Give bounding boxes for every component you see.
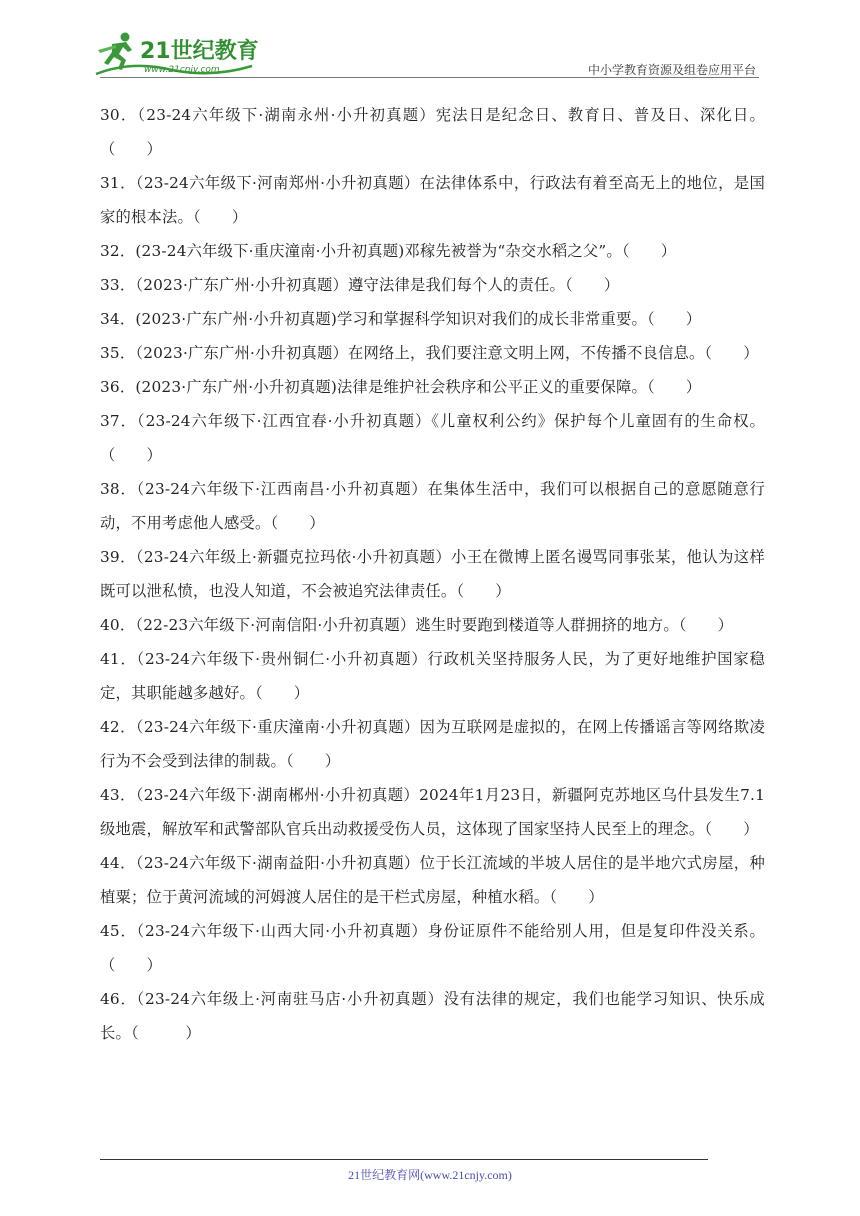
runner-icon: [98, 33, 132, 71]
question-35: 35．（2023·广东广州·小升初真题）在网络上，我们要注意文明上网，不传播不良信息。（ ）: [100, 344, 759, 362]
page-footer: 21世纪教育网(www.21cnjy.com): [348, 1168, 512, 1182]
question-31: 31．（23-24六年级下·河南郑州·小升初真题）在法律体系中，行政法有着至高无上的地位，是国家的根本法。（ ）: [100, 174, 765, 226]
question-38: 38．（23-24六年级下·江西南昌·小升初真题）在集体生活中，我们可以根据自己的意愿随意行动，不用考虑他人感受。（ ）: [100, 480, 765, 532]
question-46: 46．（23-24六年级上·河南驻马店·小升初真题）没有法律的规定，我们也能学习知识、快乐成长。（ ）: [100, 990, 765, 1042]
svg-text:21世纪教育: 21世纪教育: [140, 39, 259, 64]
page-header: [0, 0, 860, 90]
logo: [92, 30, 267, 80]
question-40: 40．（22-23六年级下·河南信阳·小升初真题）逃生时要跑到楼道等人群拥挤的地方。（ ）: [100, 616, 734, 634]
question-41: 41．（23-24六年级下·贵州铜仁·小升初真题）行政机关坚持服务人民，为了更好地维护国家稳定，其职能越多越好。（ ）: [100, 650, 765, 702]
question-45: 45．（23-24六年级下·山西大同·小升初真题）身份证原件不能给别人用，但是复印件没关系。（ ）: [100, 922, 765, 974]
question-34: 34．(2023·广东广州·小升初真题)学习和掌握科学知识对我们的成长非常重要。（ ）: [100, 310, 702, 328]
question-44: 44．（23-24六年级下·湖南益阳·小升初真题）位于长江流域的半坡人居住的是半地穴式房屋，种植粟；位于黄河流域的河姆渡人居住的是干栏式房屋，种植水稻。（ ）: [100, 854, 765, 906]
question-30: 30．（23-24六年级下·湖南永州·小升初真题）宪法日是纪念日、教育日、普及日、深化日。（ ）: [100, 106, 765, 158]
question-39: 39．（23-24六年级上·新疆克拉玛依·小升初真题）小王在微博上匿名谩骂同事张某，他认为这样既可以泄私愤，也没人知道，不会被追究法律责任。（ ）: [100, 548, 765, 600]
platform-name: 中小学教育资源及组卷应用平台: [587, 63, 756, 77]
question-37: 37．（23-24六年级下·江西宜春·小升初真题）《儿童权利公约》保护每个儿童固有的生命权。（ ）: [100, 412, 765, 464]
footer-divider: [100, 1159, 708, 1160]
svg-text:www.21cnjy.com: www.21cnjy.com: [144, 65, 220, 75]
header-divider: [100, 77, 759, 78]
question-list: [100, 98, 765, 1050]
question-32: 32．(23-24六年级下·重庆潼南·小升初真题)邓稼先被誉为“杂交水稻之父”。（ ）: [100, 242, 677, 260]
question-42: 42．（23-24六年级下·重庆潼南·小升初真题）因为互联网是虚拟的，在网上传播谣言等网络欺凌行为不会受到法律的制裁。（ ）: [100, 718, 765, 770]
question-43: 43．（23-24六年级下·湖南郴州·小升初真题）2024年1月23日，新疆阿克苏地区乌什县发生7.1级地震，解放军和武警部队官兵出动救援受伤人员，这体现了国家坚持人民至上的理念。（ ）: [100, 786, 765, 838]
question-36: 36．(2023·广东广州·小升初真题)法律是维护社会秩序和公平正义的重要保障。（ ）: [100, 378, 702, 396]
question-33: 33．（2023·广东广州·小升初真题）遵守法律是我们每个人的责任。（ ）: [100, 276, 620, 294]
